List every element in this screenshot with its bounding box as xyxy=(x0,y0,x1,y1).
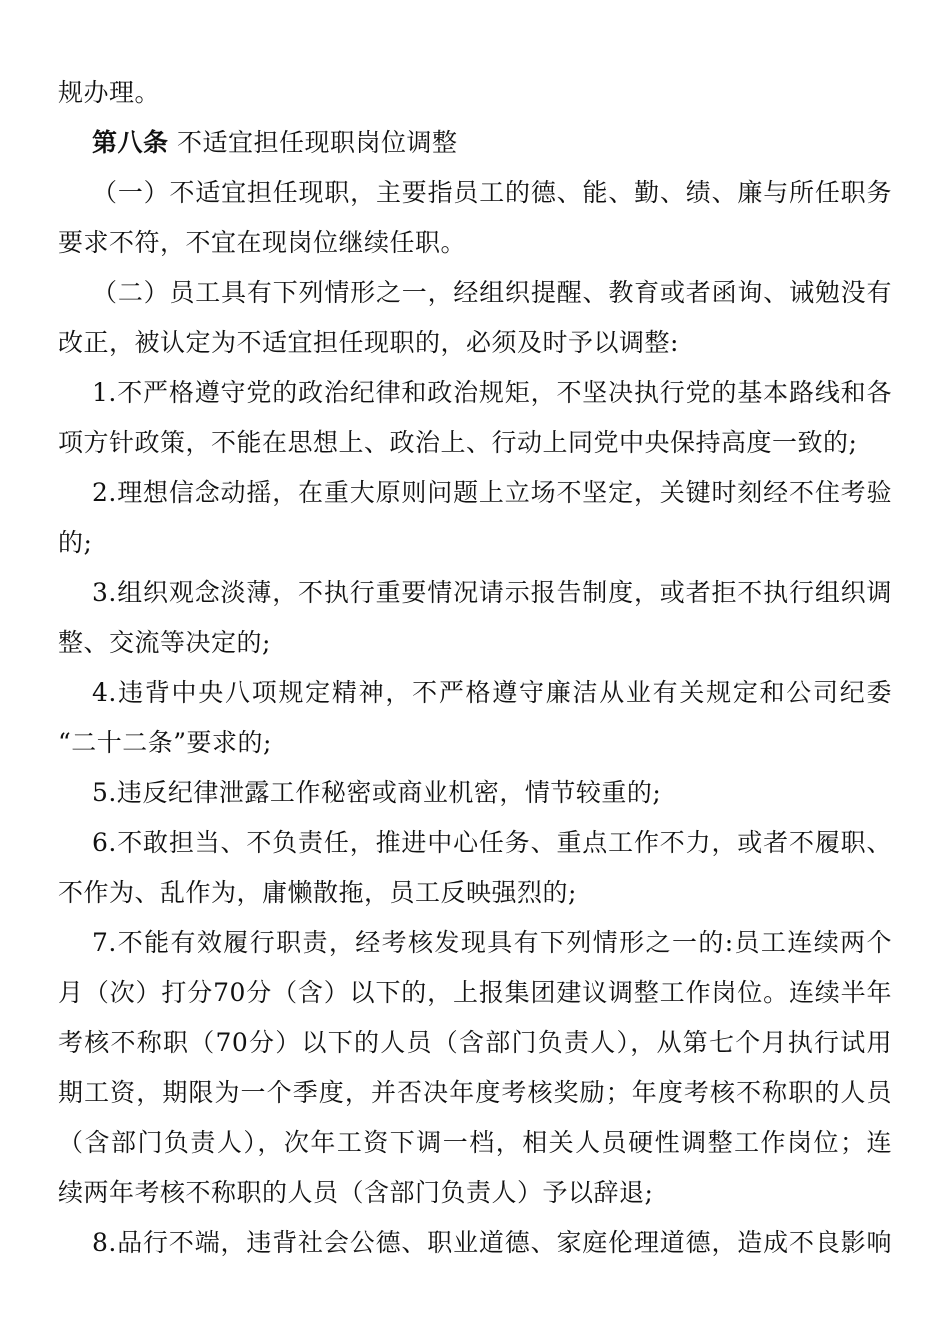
list-item-2 xyxy=(58,468,892,568)
paragraph-line: 考核不称职（70分）以下的人员（含部门负责人），从第七个月执行试用 xyxy=(58,1028,892,1057)
paragraph-line: 续两年考核不称职的人员（含部门负责人）予以辞退; xyxy=(58,1178,654,1207)
paragraph-line: 7.不能有效履行职责，经考核发现具有下列情形之一的:员工连续两个 xyxy=(92,928,892,957)
list-item-7 xyxy=(58,918,892,1218)
document-page xyxy=(58,68,892,1268)
article-number: 第八条 xyxy=(92,128,169,157)
paragraph-clause-2 xyxy=(58,268,892,368)
paragraph-line: 的; xyxy=(58,528,93,557)
article-heading xyxy=(58,118,892,168)
list-item-8 xyxy=(58,1218,892,1268)
paragraph-line: 6.不敢担当、不负责任，推进中心任务、重点工作不力，或者不履职、 xyxy=(92,828,892,857)
paragraph-line: 项方针政策，不能在思想上、政治上、行动上同党中央保持高度一致的; xyxy=(58,428,858,457)
paragraph-line: 不作为、乱作为，庸懒散拖，员工反映强烈的; xyxy=(58,878,577,907)
paragraph-line: 3.组织观念淡薄，不执行重要情况请示报告制度，或者拒不执行组织调 xyxy=(92,578,892,607)
paragraph-line: 8.品行不端，违背社会公德、职业道德、家庭伦理道德，造成不良影响 xyxy=(92,1228,892,1257)
paragraph-line: （二）员工具有下列情形之一，经组织提醒、教育或者函询、诫勉没有 xyxy=(92,278,892,307)
list-item-6 xyxy=(58,818,892,918)
list-item-5 xyxy=(58,768,892,818)
paragraph-line: 1.不严格遵守党的政治纪律和政治规矩，不坚决执行党的基本路线和各 xyxy=(92,378,892,407)
paragraph-line: （一）不适宜担任现职，主要指员工的德、能、勤、绩、廉与所任职务 xyxy=(92,178,892,207)
paragraph-line: 4.违背中央八项规定精神，不严格遵守廉洁从业有关规定和公司纪委 xyxy=(92,678,892,707)
paragraph-line: 月（次）打分70分（含）以下的，上报集团建议调整工作岗位。连续半年 xyxy=(58,978,892,1007)
paragraph-line: 整、交流等决定的; xyxy=(58,628,271,657)
paragraph-clause-1 xyxy=(58,168,892,268)
paragraph-line: （含部门负责人），次年工资下调一档，相关人员硬性调整工作岗位；连 xyxy=(58,1128,892,1157)
article-title: 不适宜担任现职岗位调整 xyxy=(176,128,458,157)
paragraph-line: 2.理想信念动摇，在重大原则问题上立场不坚定，关键时刻经不住考验 xyxy=(92,478,892,507)
paragraph-line: 要求不符，不宜在现岗位继续任职。 xyxy=(58,228,467,257)
paragraph-line: “二十二条”要求的; xyxy=(58,728,272,757)
paragraph-line: 期工资，期限为一个季度，并否决年度考核奖励；年度考核不称职的人员 xyxy=(58,1078,892,1107)
paragraph-line: 5.违反纪律泄露工作秘密或商业机密，情节较重的; xyxy=(92,778,662,807)
paragraph-line: 改正，被认定为不适宜担任现职的，必须及时予以调整: xyxy=(58,328,679,357)
list-item-3 xyxy=(58,568,892,668)
previous-paragraph-tail: 规办理。 xyxy=(58,78,161,107)
list-item-4 xyxy=(58,668,892,768)
list-item-1 xyxy=(58,368,892,468)
